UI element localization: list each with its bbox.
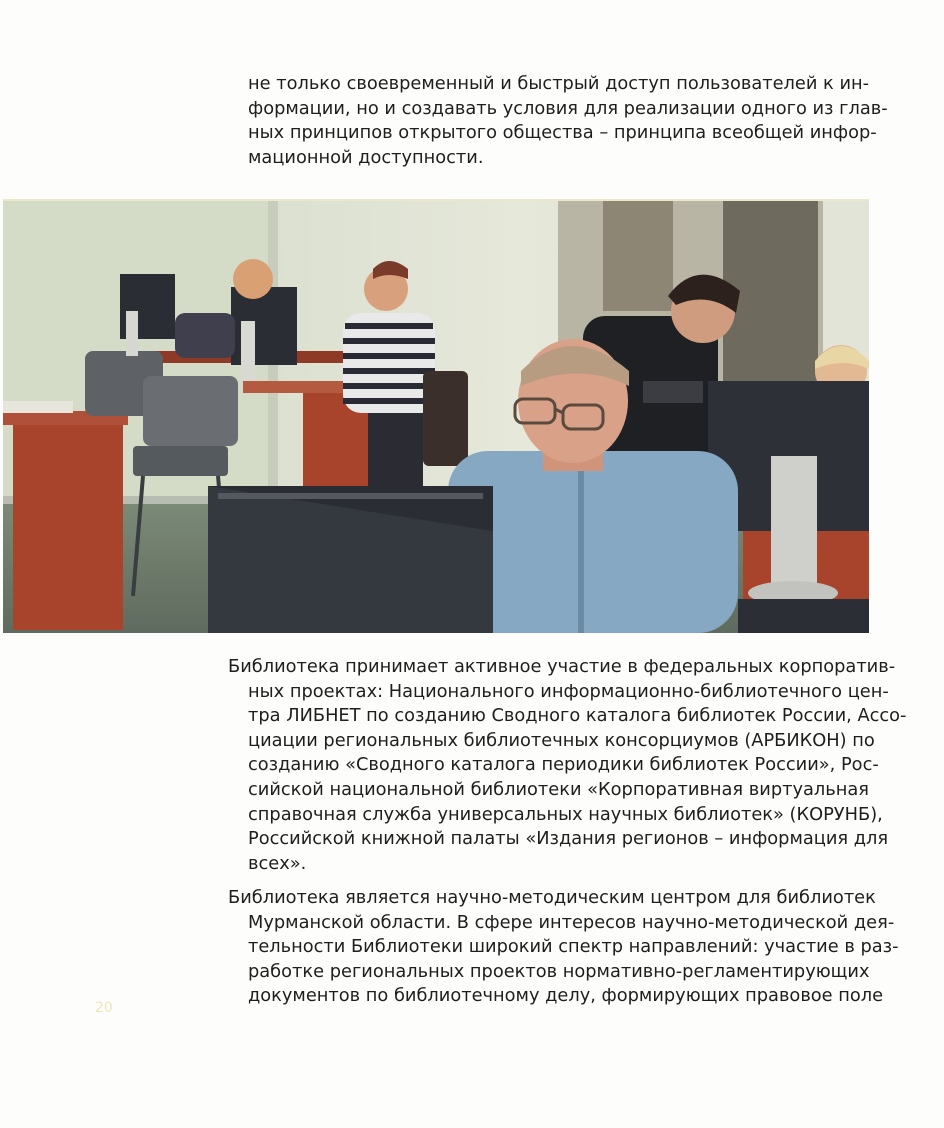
text-line: всех».	[248, 852, 307, 874]
text-line: не только своевременный и быстрый доступ пользователей к ин-	[248, 73, 870, 94]
text-line: циации региональных библиотечных консорциумов (АРБИКОН) по	[248, 729, 875, 751]
text-line: ных принципов открытого общества – принципа всеобщей инфор-	[248, 122, 877, 144]
text-line: Российской книжной палаты «Издания регионов – информация для	[248, 828, 889, 850]
text-line: сийской национальной библиотеки «Корпоративная виртуальная	[248, 778, 869, 800]
text-line: тельности Библиотеки широкий спектр направлений: участие в раз-	[248, 936, 899, 958]
text-line: Библиотека является научно-методическим центром для библиотек	[228, 887, 876, 908]
text-line: работке региональных проектов нормативно-регламентирующих	[248, 960, 870, 982]
text-line: документов по библиотечному делу, формирующих правовое поле	[248, 985, 884, 1007]
photo-illustration	[3, 201, 869, 633]
paragraph-top	[248, 72, 888, 170]
text-line: созданию «Сводного каталога периодики библиотек России», Рос-	[248, 754, 879, 776]
photo-computer-room	[3, 199, 869, 633]
text-line: Мурманской области. В сфере интересов научно-методической дея-	[248, 911, 895, 933]
page-number: 20	[95, 1000, 113, 1016]
text-line: формации, но и создавать условия для реализации одного из глав-	[248, 97, 888, 119]
text-line: мационной доступности.	[248, 146, 484, 168]
text-line: ных проектах: Национального информационно-библиотечного цен-	[248, 680, 889, 702]
text-line: тра ЛИБНЕТ по созданию Сводного каталога библиотек России, Ассо-	[248, 705, 907, 727]
text-line: справочная служба универсальных научных библиотек» (КОРУНБ),	[248, 803, 883, 825]
text-line: Библиотека принимает активное участие в федеральных корпоратив-	[228, 656, 896, 677]
paragraph-2	[228, 886, 899, 1009]
paragraph-1	[228, 655, 907, 876]
